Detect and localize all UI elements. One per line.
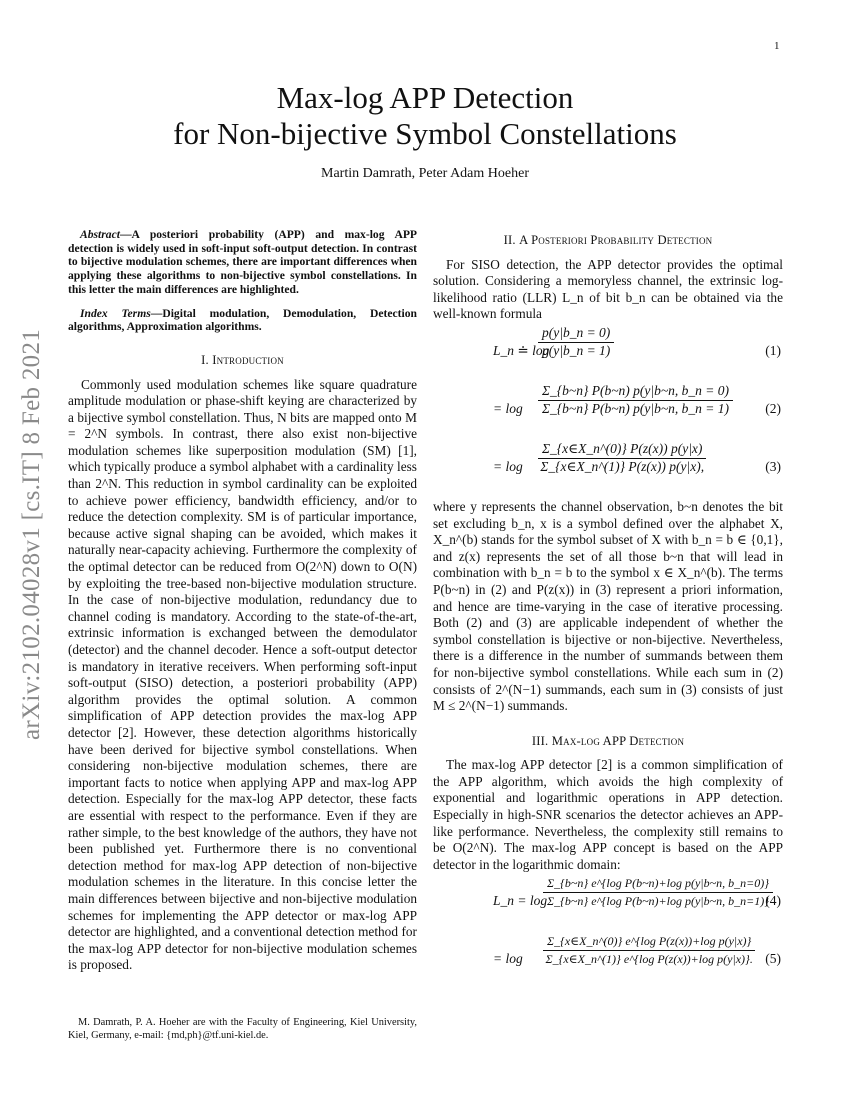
eq3-fraction xyxy=(538,441,706,475)
eq5-label: (5) xyxy=(765,951,781,967)
eq2-numerator: Σ_{b~n} P(b~n) p(y|b~n, b_n = 0) xyxy=(538,383,733,401)
abstract-label: Abstract xyxy=(80,228,120,241)
eq2-denominator: Σ_{b~n} P(b~n) p(y|b~n, b_n = 1) xyxy=(542,400,730,416)
eq5-numerator: Σ_{x∈X_n^(0)} e^{log P(z(x))+log p(y|x)} xyxy=(543,933,755,951)
eq3-lhs: = log xyxy=(493,458,523,474)
section-heading-app xyxy=(433,232,783,249)
app-paragraph-2: where y represents the channel observation, b~n denotes the bit set excluding b_n, x is a symbol defined over the alphabet X, X_n^(b) stands for the symbol subset of X with b_n = b ∈ {0,1}, and z(x) represents the set of all those b~n that will lead in combination with b_n = b to the symbol x ∈ X_n^(b). The terms P(b~n) in (2) and P(z(x)) in (3) represent a priori information, and hence are time-varying in the case of iterative processing. Both (2) and (3) are applicable independent of whether the symbol constellation is bijective or non-bijective. Nevertheless, there is a difference in the number of summands between them for non-bijective symbol constellations. While each sum in (2) consists of 2^(N−1) summands, each sum in (3) consists of just M ≤ 2^(N−1) summands. xyxy=(433,498,783,714)
index-terms xyxy=(68,307,417,334)
equation-4 xyxy=(433,875,783,931)
page-number: 1 xyxy=(774,40,780,52)
left-column xyxy=(68,228,417,974)
eq2-label: (2) xyxy=(765,400,781,416)
section-title: Max-log APP Detection xyxy=(551,733,685,748)
eq1-label: (1) xyxy=(765,342,781,358)
abstract xyxy=(68,228,417,297)
eq4-label: (4) xyxy=(765,893,781,909)
eq1-denominator: p(y|b_n = 1) xyxy=(542,342,611,358)
eq3-denominator: Σ_{x∈X_n^(1)} P(z(x)) p(y|x), xyxy=(540,458,705,474)
section-number: I. xyxy=(201,352,213,367)
intro-paragraph: Commonly used modulation schemes like square quadrature amplitude modulation or phase-shift keying are characterized by a bijective symbol constellation. Thus, N bits are mapped onto M = 2^N symbols. In contrast, there also exist non-bijective modulation schemes like superposition modulation (SM) [1], which typically produce a symbol alphabet with a cardinality less than 2^N. This reduction in symbol cardinality can be exploited to achieve power efficiency, bandwidth efficiency, and/or to reduce the detection complexity. SM is of particular importance, because active signal shaping can be avoided, which makes it naturally near-capacity achieving. Furthermore the complexity of the optimal detector can be reduced from O(2^N) down to O(N) by exploiting the tree-based non-bijective modulation structure. In the case of non-bijective modulation, redundancy due to channel coding is mandatory. According to the state-of-the-art, extrinsic information is exchanged between the demodulator (detector) and the channel decoder. Hence a soft-output detector is mandatory in iterative receivers. When performing soft-input soft-output (SISO) detection, a posteriori probability (APP) algorithm provides the optimal solution. A common simplification of APP detection provides the max-log APP detector [2]. However, these detection algorithms historically have been derived for bijective symbol constellations. When considering non-bijective modulation schemes, there are important facts to notice when applying APP and max-log APP detection. Especially for the max-log APP detector, these facts are essential with respect to the performance. Even if they are rather simple, to the best knowledge of the authors, they have not been published yet. Furthermore there is no conventional detection method for max-log APP detection of non-bijective modulation schemes in the literature. In this concise letter the main differences between bijective and non-bijective modulation schemes for implementing the APP detector or max-log APP detector are highlighted, and a conventional detection method for the max-log APP detector for non-bijective modulation schemes is proposed. xyxy=(68,376,417,973)
equation-5 xyxy=(433,933,783,989)
equation-3 xyxy=(433,441,783,497)
footnote: M. Damrath, P. A. Hoeher are with the Faculty of Engineering, Kiel University, Kiel, Germany, e-mail: {md,ph}@tf.uni-kiel.de. xyxy=(68,1017,417,1041)
title-line-1: Max-log APP Detection xyxy=(276,80,574,115)
equation-2 xyxy=(433,383,783,439)
eq4-denominator: Σ_{b~n} e^{log P(b~n)+log p(y|b~n, b_n=1)} xyxy=(547,894,769,909)
eq4-lhs: L_n = log xyxy=(493,893,548,909)
index-terms-label: Index Terms xyxy=(80,306,151,320)
eq5-denominator: Σ_{x∈X_n^(1)} e^{log P(z(x))+log p(y|x)}. xyxy=(545,952,753,967)
section-title: A Posteriori Probability Detection xyxy=(519,233,713,247)
section-heading-maxlog xyxy=(433,733,783,750)
title-line-2: for Non-bijective Symbol Constellations xyxy=(173,116,677,151)
eq5-fraction xyxy=(543,933,755,967)
paper-title xyxy=(100,80,750,152)
maxlog-paragraph: The max-log APP detector [2] is a common simplification of the APP algorithm, which avoids the high complexity of exponential and logarithmic operations in APP detection. Especially in high-SNR scenarios the detector achieves an APP-like performance. Nevertheless, the complexity still remains to be O(2^N). The max-log APP concept is based on the APP detector in the logarithmic domain: xyxy=(433,757,783,872)
eq2-lhs: = log xyxy=(493,400,523,416)
arxiv-stamp: arXiv:2102.04028v1 [cs.IT] 8 Feb 2021 xyxy=(18,328,45,740)
index-terms-text: —Digital modulation, Demodulation, Detection algorithms, Approximation algorithms. xyxy=(68,306,417,334)
abstract-text: —A posteriori probability (APP) and max-log APP detection is widely used in soft-input soft-output detection. In contrast to bijective modulation schemes, there are important differences when applying these algorithms to non-bijective symbol constellations. In this letter the main differences are highlighted. xyxy=(68,228,417,296)
eq1-fraction xyxy=(538,325,614,359)
section-number: II. xyxy=(503,233,520,247)
authors: Martin Damrath, Peter Adam Hoeher xyxy=(321,166,529,181)
eq3-label: (3) xyxy=(765,458,781,474)
section-title: Introduction xyxy=(212,352,284,367)
app-paragraph-1: For SISO detection, the APP detector provides the optimal solution. Considering a memoryless channel, the extrinsic log-likelihood ratio (LLR) L_n of bit b_n can be obtained via the well-known formula xyxy=(433,256,783,322)
section-heading-introduction xyxy=(68,352,417,369)
eq1-numerator: p(y|b_n = 0) xyxy=(538,325,614,343)
right-column xyxy=(433,228,783,991)
eq4-fraction xyxy=(543,875,773,909)
eq2-fraction xyxy=(538,383,733,417)
eq1-lhs: L_n ≐ log xyxy=(493,342,550,358)
eq4-numerator: Σ_{b~n} e^{log P(b~n)+log p(y|b~n, b_n=0)} xyxy=(543,875,773,893)
section-number: III. xyxy=(531,733,552,748)
eq5-lhs: = log xyxy=(493,951,523,967)
eq3-numerator: Σ_{x∈X_n^(0)} P(z(x)) p(y|x) xyxy=(538,441,706,459)
equation-1 xyxy=(433,325,783,381)
